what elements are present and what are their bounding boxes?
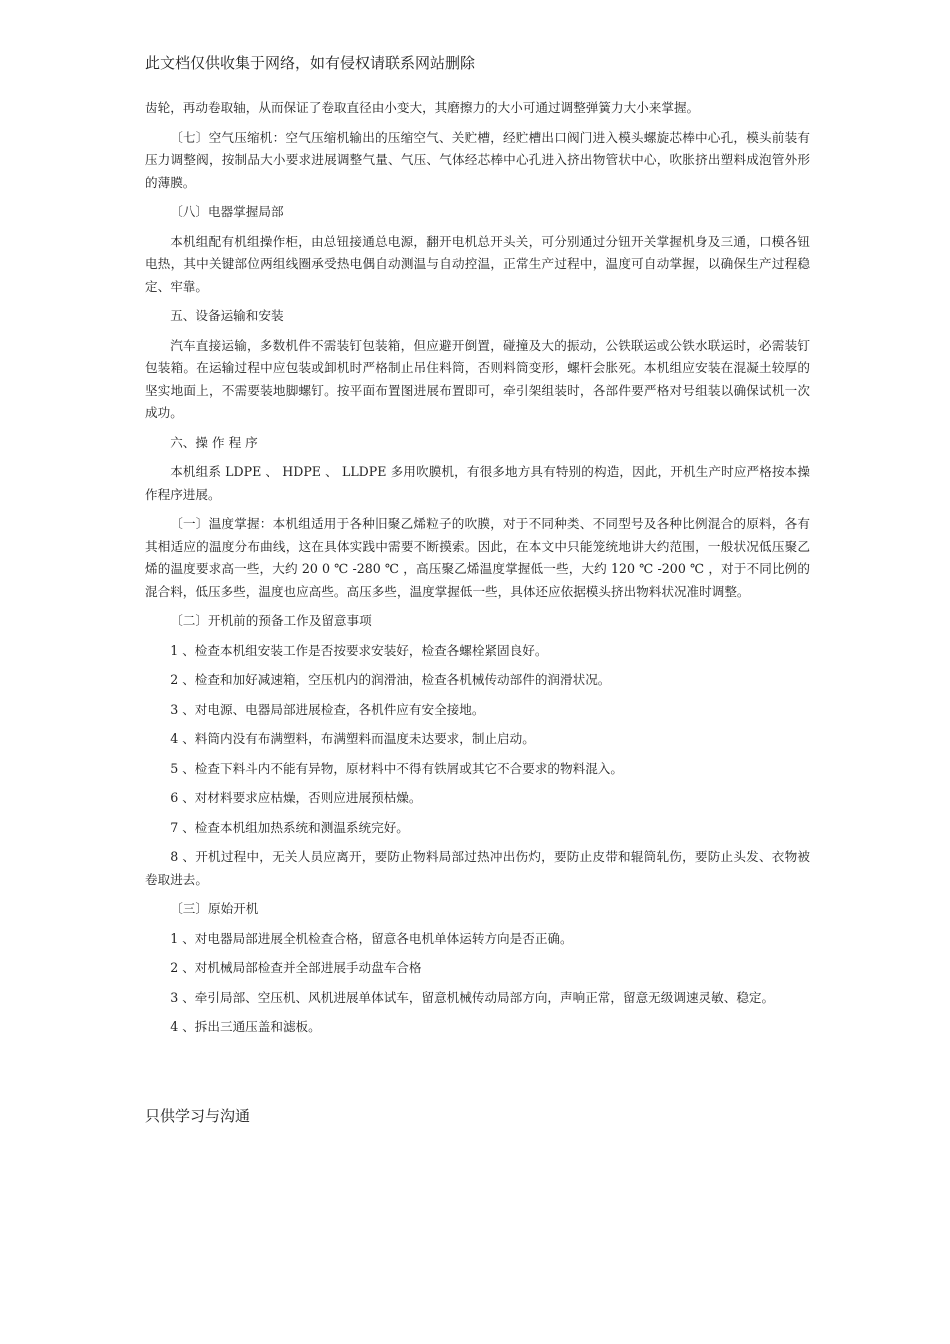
list-item: 1 、对电器局部进展全机检查合格，留意各电机单体运转方向是否正确。 (170, 930, 573, 946)
section-heading: 〔二〕开机前的预备工作及留意事项 (170, 613, 372, 628)
list-item: 4 、料筒内没有布满塑料，布满塑料而温度未达要求，制止启动。 (170, 731, 535, 746)
document-body (145, 97, 810, 1046)
list-item: 1 、检查本机组安装工作是否按要求安装好，检查各螺栓紧固良好。 (170, 642, 548, 658)
list-item: 6 、对材料要求应枯燥，否则应进展预枯燥。 (170, 790, 422, 805)
list-item: 7 、检查本机组加热系统和测温系统完好。 (170, 819, 409, 835)
section-heading: 〔三〕原始开机 (170, 901, 259, 916)
paragraph: 本机组配有机组操作柜，由总钮接通总电源，翻开电机总开头关，可分别通过分钮开关掌握机身及三通，口模各钮电热，其中关键部位两组线圈承受热电偶自动测温与自动控温，正常生产过程中，温度可自动掌握，以确保生产过程稳定、牢靠。 (145, 233, 810, 294)
paragraph: 齿轮，再动卷取轴，从而保证了卷取直径由小变大，其磨擦力的大小可通过调整弹簧力大小来掌握。 (145, 100, 700, 115)
list-item: 2 、检查和加好减速箱，空压机内的润滑油，检查各机械传动部件的润滑状况。 (170, 672, 611, 687)
paragraph: 本机组系 LDPE 、 HDPE 、 LLDPE 多用吹膜机，有很多地方具有特别的构造，因此，开机生产时应严格按本操作程序进展。 (145, 464, 810, 502)
section-heading: 五、设备运输和安装 (170, 308, 284, 323)
list-item: 4 、拆出三通压盖和滤板。 (170, 1019, 321, 1034)
page-footer: 只供学习与沟通 (145, 1107, 251, 1125)
list-item: 3 、牵引局部、空压机、风机进展单体试车，留意机械传动局部方向，声响正常，留意无级调速灵敏、稳定。 (170, 989, 775, 1005)
list-item: 5 、检查下料斗内不能有异物，原材料中不得有铁屑或其它不合要求的物料混入。 (170, 760, 623, 776)
section-heading: 〔八〕电器掌握局部 (170, 204, 284, 219)
section-heading: 六、操 作 程 序 (170, 434, 258, 450)
list-item: 3 、对电源、电器局部进展检查，各机件应有安全接地。 (170, 701, 485, 717)
page-header: 此文档仅供收集于网络，如有侵权请联系网站删除 (145, 54, 476, 72)
paragraph: 汽车直接运输，多数机件不需装钉包装箱，但应避开倒置，碰撞及大的振动，公铁联运或公铁水联运时，必需装钉包装箱。在运输过程中应包装或卸机时严格制止吊住料筒，否则料筒变形，螺杆会胀死。本机组应安装在混凝土较厚的坚实地面上，不需要装地脚螺钉。按平面布置图进展布置即可，牵引架组装时，各部件要严格对号组装以确保试机一次成功。 (145, 337, 810, 420)
list-item: 2 、对机械局部检查并全部进展手动盘车合格 (170, 960, 422, 975)
paragraph: 〔一〕温度掌握：本机组适用于各种旧聚乙烯粒子的吹膜，对于不同种类、不同型号及各种比例混合的原料，各有其相适应的温度分布曲线，这在具体实践中需要不断摸索。因此，在本文中只能笼统地讲大约范围，一般状况低压聚乙烯的温度要求高一些，大约 20 0 ℃ -280 ℃ ，高压聚乙烯温度掌握低一些，大约 120 ℃ -200 ℃ ，对于不同比例的混合料，低压多些，温度也应高些。高压多些，温度掌握低一些，具体还应依据模头挤出物料状况准时调整。 (145, 516, 810, 599)
list-item: 8 、开机过程中，无关人员应离开，要防止物料局部过热冲出伤灼，要防止皮带和辊筒轧伤，要防止头发、衣物被卷取进去。 (145, 849, 810, 887)
paragraph: 〔七〕空气压缩机：空气压缩机输出的压缩空气、关贮槽，经贮槽出口阀门进入模头螺旋芯棒中心孔，模头前装有压力调整阀，按制品大小要求进展调整气量、气压、气体经芯棒中心孔进入挤出物管状中心，吹胀挤出塑料成泡管外形的薄膜。 (145, 129, 810, 190)
